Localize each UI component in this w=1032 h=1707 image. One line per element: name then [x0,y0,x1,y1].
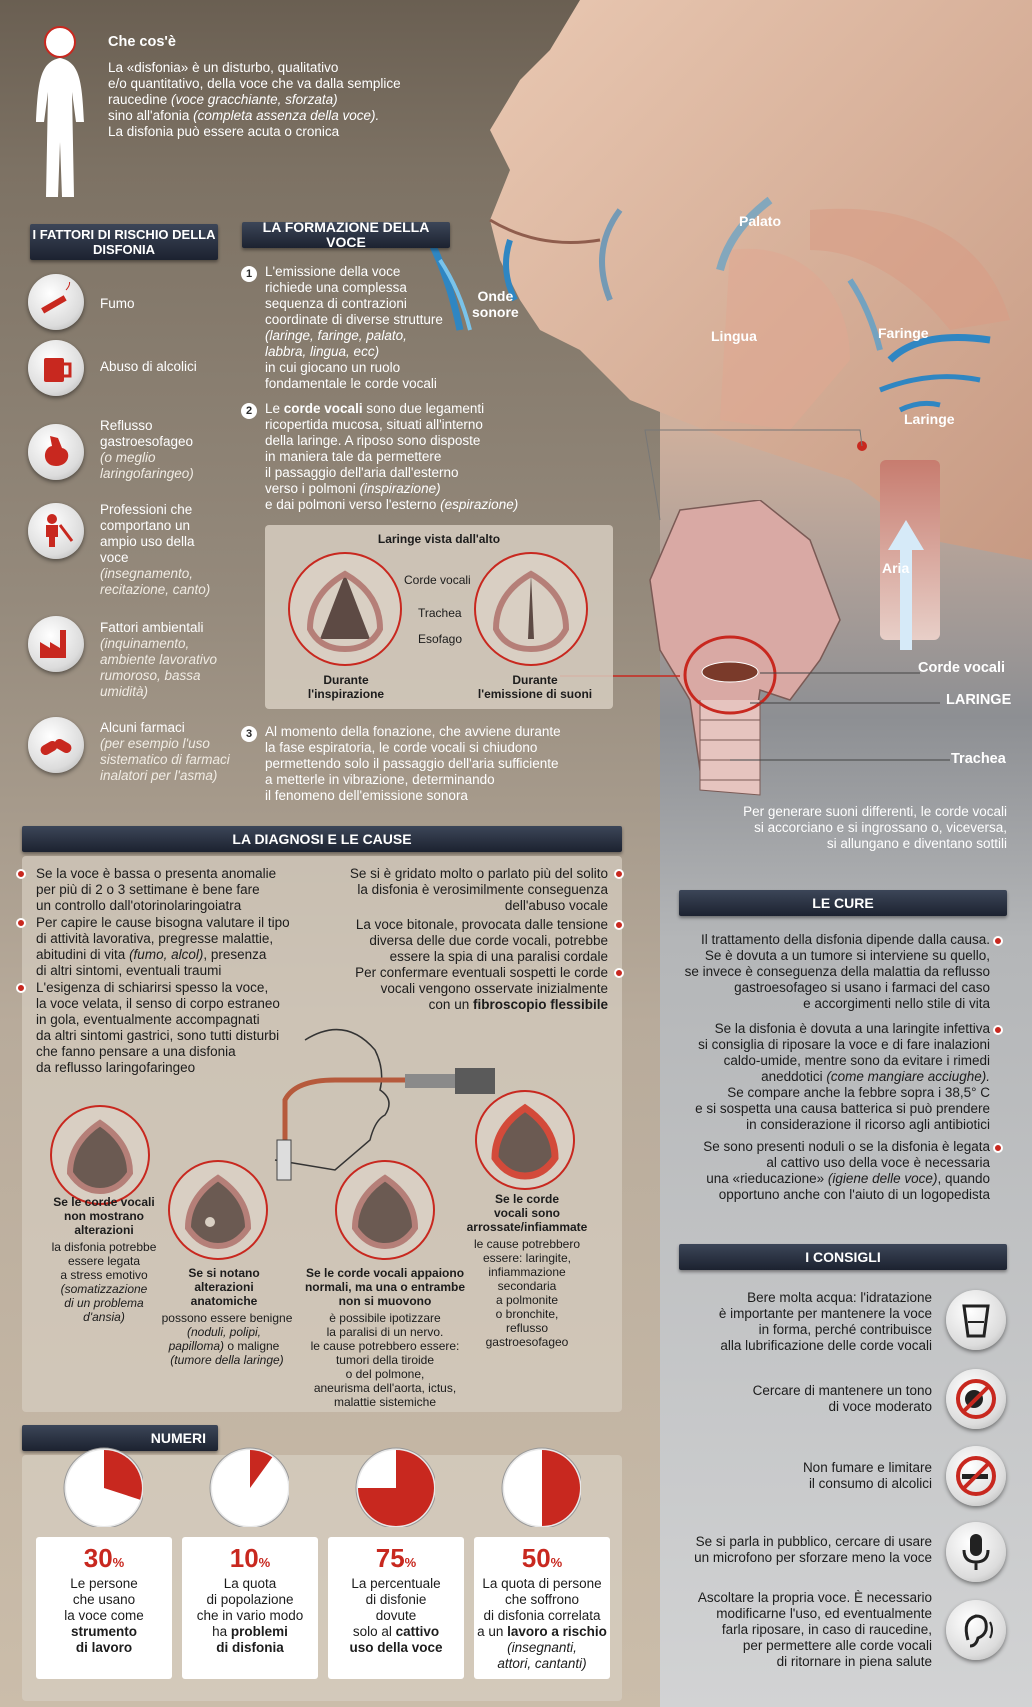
view-normal-circle [50,1105,150,1205]
number-value: 30% [83,1543,125,1573]
number-card-0: 30% Le persone che usano la voce come strumento di lavoro [36,1537,172,1679]
diag-bullet-r1 [614,869,624,879]
tip-2: Non fumare e limitare il consumo di alcolici [802,1460,932,1491]
no-smoking-icon [946,1446,1006,1506]
risk-item-2: Reflusso gastroesofageo (o meglio laringofaringeo) [100,418,194,481]
risk-item-4: Fattori ambientali (inquinamento, ambiente lavorativo rumoroso, bassa umidità) [100,620,218,699]
label-lingua: Lingua [711,328,757,344]
larynx-inspiration-circle [288,552,402,666]
case-normal: Se le corde vocali non mostrano alterazioni la disfonia potrebbe essere legata a stress emotivo (somatizzazione di un problema d'ansia) [51,1195,157,1324]
tip-4: Ascoltare la propria voce. È necessario modificarne l'uso, ed eventualmente farla riposare, in caso di raucedine, per permettere alle corde vocali di ritornare in piena salute [697,1590,932,1669]
larynx-box-title: Laringe vista dall'alto [377,532,501,546]
pie-slice-3 [542,1450,580,1526]
body-silhouette-icon [30,22,90,202]
label-corde-vocali: Corde vocali [404,573,471,587]
cure-bullet-2 [993,1025,1003,1035]
diag-bullet-r3 [614,968,624,978]
number-card-1: 10% La quota di popolazione che in vario modo ha problemi di disfonia [182,1537,318,1679]
cure-bullet-1 [993,936,1003,946]
air-arrow [886,520,926,650]
cure-header: LE CURE [679,890,1007,916]
diag-bullet-1 [16,869,26,879]
diag-left-3: L'esigenza di schiarirsi spesso la voce, la voce velata, il senso di corpo estraneo in gola, eventualmente accompagnati da altri sintomi gastrici, sono tutti disturbi che fanno pensare a una disfonia da reflusso laringofaringeo [36,980,280,1075]
case-paralysis: Se le corde vocali appaiono normali, ma una o entrambe non si muovono è possibile ipotizzare la paralisi di un nervo. le cause potrebbero essere: tumori della tiroide o del polmone, aneurisma dell'aorta, ictus, malattie sistemiche [304,1266,466,1409]
diag-bullet-2 [16,918,26,928]
risk-label-0: Fumo [100,296,135,311]
diag-left-1: Se la voce è bassa o presenta anomalie per più di 2 o 3 settimane è bene fare un controllo dall'otorinolaringoiatra [36,866,277,913]
formation-step-1: L'emissione della voce richiede una complessa sequenza di contrazioni coordinate di diverse strutture (laringe, faringe, palato, labbra, lingua, ecc) in cui giocano un ruolo fondamentale le corde vocali [265,264,443,391]
cure-para-1: Il trattamento della disfonia dipende dalla causa. Se è dovuta a un tumore si interviene su quello, se invece è conseguenza della malattia da reflusso gastroesofageo si usano i farmaci del caso e accorgimenti nello stile di vita [684,932,990,1011]
number-card-2: 75% La percentuale di disfonie dovute solo al cattivo uso della voce [328,1537,464,1679]
step-3-badge: 3 [241,726,257,742]
diag-right-1: Se si è gridato molto o parlato più del solito la disfonia è verosimilmente conseguenza dell'abuso vocale [349,866,608,913]
cure-para-2: Se la disfonia è dovuta a una laringite infettiva si consiglia di riposare la voce e di fare inalazioni caldo-umide, mentre sono da evitare i rimedi aneddotici (come mangiare acciughe). Se compare anche la febbre sopra i 38,5° C e si sospetta una causa batterica si può prendere in considerazione il ricorso agli antibiotici [695,1021,990,1132]
number-card-3: 50% La quota di persone che soffrono di disfonia correlata a un lavoro a rischio (insegnanti, attori, cantanti) [474,1537,610,1679]
tips-header: I CONSIGLI [679,1244,1007,1270]
cigarette-icon [28,274,84,330]
cure-bullet-3 [993,1143,1003,1153]
water-glass-icon [946,1290,1006,1350]
factory-icon [28,616,84,672]
step-1-badge: 1 [241,266,257,282]
tip-1: Cercare di mantenere un tono di voce moderato [752,1383,932,1414]
view-inflamed-circle [475,1090,575,1190]
view-anatomic-circle [168,1160,268,1260]
label-onde-sonore: Onde sonore [472,288,519,320]
formation-header: LA FORMAZIONE DELLA VOCE [242,222,450,248]
diag-right-3: Per confermare eventuali sospetti le corde vocali vengono osservate inizialmente con un fibroscopio flessibile [355,965,608,1012]
case-anatomic: Se si notano alterazioni anatomiche possono essere benigne (noduli, polipi, papilloma) o maligne (tumore della laringe) [161,1266,293,1367]
label-palato: Palato [739,213,782,229]
label-trachea: Trachea [418,606,462,620]
label-laringe-main: LARINGE [946,692,1012,708]
cure-para-3: Se sono presenti noduli o se la disfonia è legata al cattivo uso della voce è necessaria una «rieducazione» (igiene delle voce), quando opportuno anche con l'aiuto di un logopedista [703,1139,990,1202]
label-faringe: Faringe [878,325,929,341]
beer-icon [28,340,84,396]
pie-chart-1 [209,1447,289,1527]
label-aria: Aria [882,560,910,576]
diagnosis-header: LA DIAGNOSI E LE CAUSE [22,826,622,852]
no-shout-icon [946,1369,1006,1429]
ear-icon [946,1600,1006,1660]
step-2-badge: 2 [241,403,257,419]
larynx-speech-circle [474,552,588,666]
intro-title: Che cos'è [108,34,176,50]
numbers-header: NUMERI [22,1425,218,1451]
diag-right-2: La voce bitonale, provocata dalle tensione diversa delle due corde vocali, potrebbe essere la spia di una paralisi cordale [355,917,608,964]
risk-header: I FATTORI DI RISCHIO DELLA DISFONIA [30,224,218,260]
diag-bullet-3 [16,983,26,993]
caption-inspiration: Durante l'inspirazione [307,673,385,701]
pie-chart-0 [63,1447,143,1527]
caption-speech: Durante l'emissione di suoni [477,673,593,701]
number-value: 50% [521,1543,563,1573]
label-esofago: Esofago [418,632,463,646]
formation-step-3: Al momento della fonazione, che avviene durante la fase espiratoria, le corde vocali si chiudono permettendo solo il passaggio dell'aria sufficiente a metterle in vibrazione, determinando il fenomeno dell'emissione sonora [265,724,561,803]
risk-item-5: Alcuni farmaci (per esempio l'uso sistematico di farmaci inalatori per l'asma) [100,720,230,783]
tip-3: Se si parla in pubblico, cercare di usare un microfono per sforzare meno la voce [694,1534,932,1565]
teacher-icon [28,503,84,559]
number-value: 10% [229,1543,271,1573]
label-laringe: Laringe [904,411,955,427]
diag-left-2: Per capire le cause bisogna valutare il tipo di attività lavorativa, pregresse malattie, abitudini di vita (fumo, alcol), presenza di altri sintomi, eventuali traumi [36,915,290,978]
label-corde-vocali-main: Corde vocali [918,660,1006,676]
anatomy-caption: Per generare suoni differenti, le corde vocali si accorciano e si ingrossano o, viceversa, si allungano e diventano sottili [743,804,1007,851]
view-paralysis-circle [335,1160,435,1260]
risk-item-3: Professioni che comportano un ampio uso della voce (insegnamento, recitazione, canto) [100,502,211,597]
stomach-icon [28,424,84,480]
diag-bullet-r2 [614,920,624,930]
intro-text: La «disfonia» è un disturbo, qualitativo e/o quantitativo, della voce che va dalla semplice raucedine (voce gracchiante, sforzata) sino all'afonia (completa assenza della voce). La disfonia può essere acuta o cronica [108,60,401,139]
pills-icon [28,717,84,773]
number-value: 75% [375,1543,417,1573]
label-trachea-main: Trachea [951,751,1006,767]
formation-step-2: Le corde vocali sono due legamenti ricopertida mucosa, situati all'interno della laringe. A riposo sono disposte in maniera tale da permettere il passaggio dell'aria dall'esterno verso i polmoni (inspirazione) e dai polmoni verso l'esterno (espirazione) [265,401,519,512]
pie-chart-2 [355,1447,435,1527]
tip-0: Bere molta acqua: l'idratazione è importante per mantenere la voce in forma, perché contribuisce alla lubrificazione delle corde vocali [718,1290,932,1353]
microphone-icon [946,1522,1006,1582]
pie-chart-3 [501,1447,581,1527]
risk-label-1: Abuso di alcolici [100,359,197,374]
case-inflamed: Se le corde vocali sono arrossate/infiammate le cause potrebbero essere: laringite, infiammazione secondaria a polmonite o bronchite, reflusso gastroesofageo [466,1192,588,1349]
